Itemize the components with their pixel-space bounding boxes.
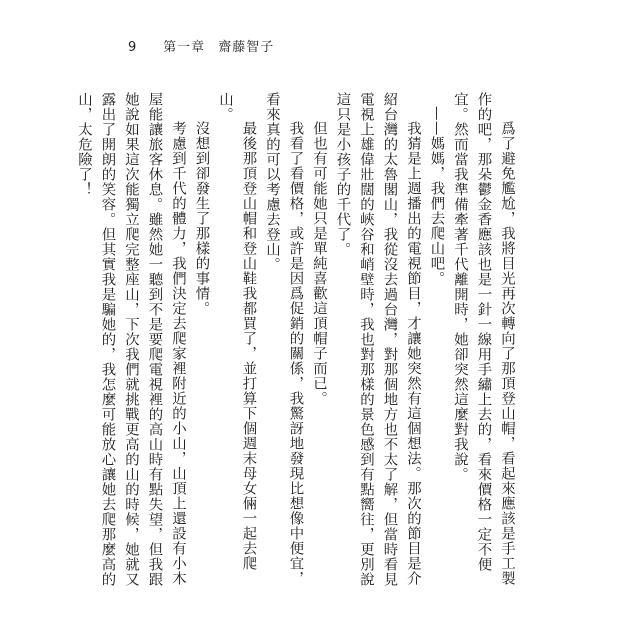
page-number: 9	[128, 40, 138, 55]
paragraph: ——媽媽，我們去爬山吧。	[428, 106, 445, 287]
paragraph: 最後那頂登山帽和登山鞋我都買了，並打算下個週末母女倆一起去爬山。	[217, 92, 257, 571]
chapter-label: 第一章	[163, 40, 206, 55]
paragraph: 考慮到千代的體力，我們決定去爬家裡附近的小山，山頂上還設有小木屋能讓旅客休息。雖然她一聽到不是要爬電視裡的高山時有點失望，但我跟她說如果這次能獨立爬完整座山，下次我們就挑戰更高的山的時候，她就又露出了開朗的笑容。但其實我是騙她的，我怎麼可能放心讓她去爬那麼高的山，太危險了！	[76, 92, 186, 587]
paragraph: 爲了避免尷尬，我將目光再次轉向了那頂登山帽，看起來應該是手工製作的吧，那朵鬱金香應該也是一針一線用手繡上去的，看來價格一定不便宜。然而當我準備牽著千代離開時，她卻突然這麼對我說。	[452, 92, 515, 586]
paragraph: 我猜是上週播出的電視節目，才讓她突然有這個想法。那次的節目是介紹台灣的太魯閣山，我從沒去過台灣，對那個地方也不太了解，但當時看見電視上雄偉壯闊的峽谷和峭壁時，我也對那樣的景色感到有點嚮往，更別說這只是小孩子的千代了。	[334, 92, 421, 587]
running-header	[128, 36, 274, 55]
paragraph: 但也有可能她只是單純喜歡這頂帽子而已。	[311, 120, 327, 406]
chapter-title: 齋藤智子	[218, 40, 275, 55]
paragraph: 我看了看價格，或許是因爲促銷的關係，我驚訝地發現比想像中便宜，看來真的可以考慮去登山。	[264, 92, 304, 586]
body-text	[78, 92, 518, 592]
paragraph: 沒想到卻發生了那樣的事情。	[193, 120, 210, 316]
